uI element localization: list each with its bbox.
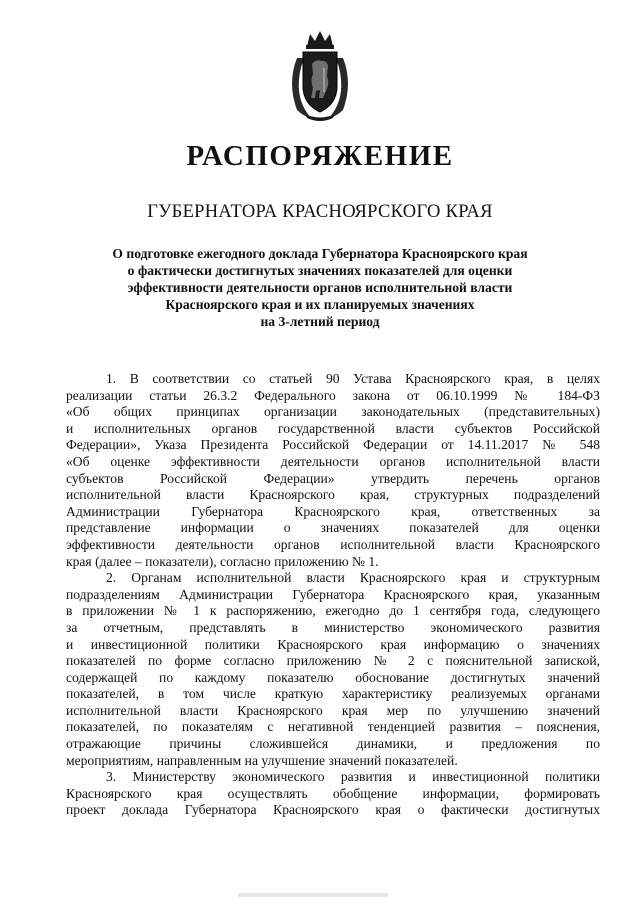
document-issuer: ГУБЕРНАТОРА КРАСНОЯРСКОГО КРАЯ [147,202,493,222]
body-line: отражающие причины сложившейся динамики, и предложения по [66,736,600,752]
body-line: подразделениям Администрации Губернатора Красноярского края, указанным [66,586,600,602]
document-body [66,371,600,819]
body-line: и исполнительных органов государственной власти субъектов Российской [66,420,600,436]
body-line: содержащей по каждому показателю обоснование достигнутых значений [66,669,600,685]
body-line: проект доклада Губернатора Красноярского края о фактически достигнутых [66,802,600,818]
body-line: и инвестиционной политики Красноярского края информацию о значениях [66,636,600,652]
body-line: 1. В соответствии со статьей 90 Устава Красноярского края, в целях [106,371,600,386]
body-line: Администрации Губернатора Красноярского края, ответственных за [66,503,600,519]
body-line: мероприятиям, направленным на улучшение значений показателей. [66,752,458,768]
body-line: края (далее – показатели), согласно приложению № 1. [66,553,379,569]
subject-line: эффективности деятельности органов исполнительной власти [127,280,513,295]
body-line: эффективности деятельности органов исполнительной власти Красноярского [66,536,600,552]
body-line: 2. Органам исполнительной власти Красноярского края и структурным [106,570,600,586]
body-line: представление информации о значениях показателей для оценки [66,520,600,536]
body-line: реализации статьи 26.3.2 Федерального закона от 06.10.1999 № 184-ФЗ [66,387,600,403]
subject-line: о фактически достигнутых значениях показателей для оценки [127,263,513,278]
body-line: исполнительной власти Красноярского края мер по улучшению значений [66,702,600,718]
body-line: субъектов Российской Федерации» утвердить перечень органов [66,470,600,486]
body-line: в приложении № 1 к распоряжению, ежегодно до 1 сентября года, следующего [66,603,600,619]
body-line: «Об оценке эффективности деятельности органов исполнительной власти [66,453,600,469]
scan-edge-mark [238,893,388,897]
subject-line: Красноярского края и их планируемых значениях [165,297,475,312]
body-line: показателей по форме согласно приложению № 2 с пояснительной запиской, [66,653,600,669]
subject-line: О подготовке ежегодного доклада Губернатора Красноярского края [112,246,528,261]
body-line: показателей, в том числе краткую характеристику реализуемых органами [66,686,600,702]
body-line: Красноярского края осуществлять обобщение информации, формировать [66,785,600,801]
body-line: за отчетным, представлять в министерство экономического развития [66,619,600,635]
body-line: «Об общих принципах организации законодательных (представительных) [66,404,600,420]
subject-line: на 3-летний период [260,314,380,329]
body-line: показателей, по показателям с негативной тенденцией развития – пояснения, [66,719,600,735]
document-subject [80,245,560,330]
body-line: исполнительной власти Красноярского края, структурных подразделений [66,487,600,503]
krasnoyarsk-coat-of-arms-icon [283,28,357,122]
body-line: 3. Министерству экономического развития и инвестиционной политики [106,769,600,785]
document-type-title: РАСПОРЯЖЕНИЕ [186,140,454,172]
body-line: Федерации», Указа Президента Российской Федерации от 14.11.2017 № 548 [66,437,600,453]
